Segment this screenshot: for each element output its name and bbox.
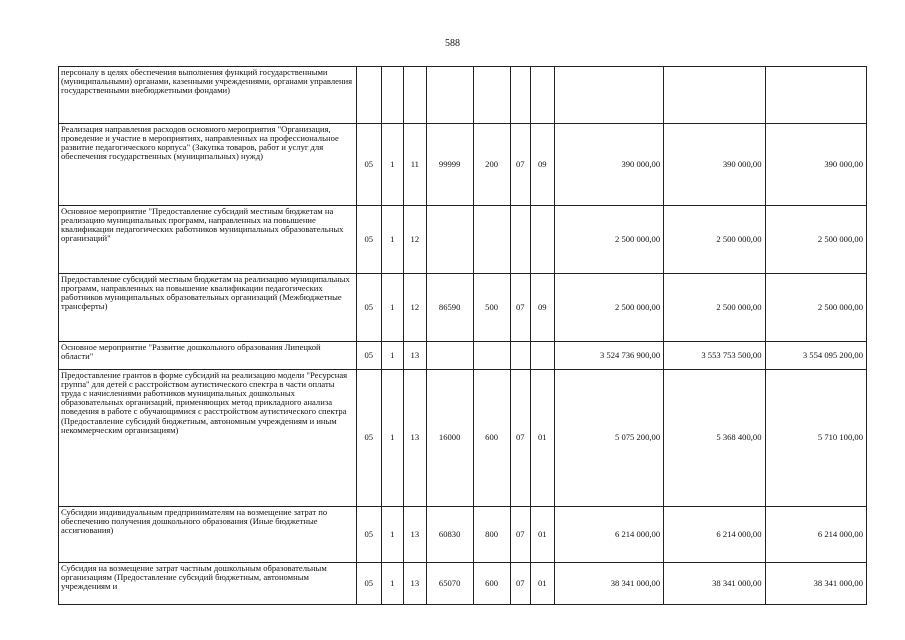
- code-cell: 1: [381, 563, 404, 605]
- code-cell: [531, 206, 555, 274]
- amount-cell: 390 000,00: [664, 124, 765, 206]
- row-description: Субсидия на возмещение затрат частным дошкольным образовательным организациям (Предоставление субсидий бюджетным, автономным учреждениям и: [59, 563, 357, 605]
- code-cell: 05: [357, 563, 382, 605]
- code-cell: [531, 67, 555, 124]
- amount-cell: 38 341 000,00: [554, 563, 664, 605]
- amount-cell: 5 075 200,00: [554, 370, 664, 507]
- code-cell: [510, 206, 530, 274]
- code-cell: 07: [510, 563, 530, 605]
- code-cell: [381, 67, 404, 124]
- code-cell: 1: [381, 507, 404, 563]
- amount-cell: 3 554 095 200,00: [765, 342, 867, 370]
- table-row: [59, 563, 867, 605]
- code-cell: 05: [357, 342, 382, 370]
- code-cell: 13: [404, 563, 427, 605]
- code-cell: 1: [381, 206, 404, 274]
- code-cell: 99999: [426, 124, 473, 206]
- amount-cell: 6 214 000,00: [554, 507, 664, 563]
- row-description: Основное мероприятие "Предоставление субсидий местным бюджетам на реализацию муниципальных программ, направленных на повышение квалификации педагогических работников муниципальных образовательных организаций": [59, 206, 357, 274]
- amount-cell: 38 341 000,00: [664, 563, 765, 605]
- code-cell: 05: [357, 507, 382, 563]
- row-description: персоналу в целях обеспечения выполнения функций государственными (муниципальными) органами, казенными учреждениями, органами управления государственными внебюджетными фондами): [59, 67, 357, 124]
- code-cell: 13: [404, 370, 427, 507]
- code-cell: 01: [531, 563, 555, 605]
- code-cell: 07: [510, 507, 530, 563]
- amount-cell: 6 214 000,00: [664, 507, 765, 563]
- code-cell: 05: [357, 124, 382, 206]
- code-cell: [531, 342, 555, 370]
- code-cell: 05: [357, 274, 382, 342]
- amount-cell: 3 524 736 900,00: [554, 342, 664, 370]
- amount-cell: 390 000,00: [554, 124, 664, 206]
- code-cell: [473, 67, 510, 124]
- code-cell: 01: [531, 370, 555, 507]
- amount-cell: 2 500 000,00: [765, 206, 867, 274]
- code-cell: 1: [381, 124, 404, 206]
- amount-cell: [664, 67, 765, 124]
- amount-cell: 390 000,00: [765, 124, 867, 206]
- code-cell: 07: [510, 274, 530, 342]
- code-cell: 16000: [426, 370, 473, 507]
- code-cell: [473, 206, 510, 274]
- table-row: [59, 206, 867, 274]
- code-cell: 05: [357, 370, 382, 507]
- code-cell: 200: [473, 124, 510, 206]
- amount-cell: 38 341 000,00: [765, 563, 867, 605]
- table-row: [59, 507, 867, 563]
- amount-cell: 2 500 000,00: [664, 206, 765, 274]
- code-cell: 05: [357, 206, 382, 274]
- code-cell: 500: [473, 274, 510, 342]
- amount-cell: 6 214 000,00: [765, 507, 867, 563]
- code-cell: [510, 67, 530, 124]
- table-row: [59, 124, 867, 206]
- row-description: Предоставление грантов в форме субсидий на реализацию модели "Ресурсная группа" для детей с расстройством аутистического спектра в части оплаты труда с начислениями работников муниципальных дошкольных образовательных организаций, применяющих метод прикладного анализа поведения в работе с обучающимися с расстройством аутистического спектра (Предоставление субсидий бюджетным, автономным учреждениям и иным некоммерческим организациям): [59, 370, 357, 507]
- code-cell: 800: [473, 507, 510, 563]
- amount-cell: 2 500 000,00: [554, 206, 664, 274]
- code-cell: [404, 67, 427, 124]
- amount-cell: 2 500 000,00: [664, 274, 765, 342]
- code-cell: 1: [381, 370, 404, 507]
- code-cell: 12: [404, 206, 427, 274]
- table-row: [59, 274, 867, 342]
- row-description: Реализация направления расходов основного мероприятия "Организация, проведение и участие в мероприятиях, направленных на профессиональное развитие педагогического корпуса" (Закупка товаров, работ и услуг для обеспечения государственных (муниципальных) нужд): [59, 124, 357, 206]
- code-cell: 07: [510, 370, 530, 507]
- code-cell: 09: [531, 124, 555, 206]
- code-cell: [426, 206, 473, 274]
- code-cell: 600: [473, 370, 510, 507]
- budget-table: [58, 66, 867, 605]
- code-cell: [426, 67, 473, 124]
- code-cell: 86590: [426, 274, 473, 342]
- code-cell: 07: [510, 124, 530, 206]
- code-cell: 09: [531, 274, 555, 342]
- code-cell: [473, 342, 510, 370]
- code-cell: 60830: [426, 507, 473, 563]
- table-row: [59, 370, 867, 507]
- code-cell: 65070: [426, 563, 473, 605]
- amount-cell: [554, 67, 664, 124]
- amount-cell: 2 500 000,00: [554, 274, 664, 342]
- table-row: [59, 342, 867, 370]
- code-cell: 11: [404, 124, 427, 206]
- page-number: 588: [445, 38, 460, 49]
- amount-cell: 2 500 000,00: [765, 274, 867, 342]
- row-description: Субсидии индивидуальным предпринимателям на возмещение затрат по обеспечению получения дошкольного образования (Иные бюджетные ассигнования): [59, 507, 357, 563]
- code-cell: [426, 342, 473, 370]
- code-cell: 13: [404, 507, 427, 563]
- amount-cell: 5 368 400,00: [664, 370, 765, 507]
- amount-cell: 5 710 100,00: [765, 370, 867, 507]
- code-cell: 1: [381, 274, 404, 342]
- code-cell: 13: [404, 342, 427, 370]
- amount-cell: 3 553 753 500,00: [664, 342, 765, 370]
- code-cell: 01: [531, 507, 555, 563]
- table-row: [59, 67, 867, 124]
- row-description: Предоставление субсидий местным бюджетам на реализацию муниципальных программ, направленных на повышение квалификации педагогических работников муниципальных образовательных организаций (Межбюджетные трансферты): [59, 274, 357, 342]
- code-cell: 1: [381, 342, 404, 370]
- code-cell: [510, 342, 530, 370]
- code-cell: 12: [404, 274, 427, 342]
- row-description: Основное мероприятие "Развитие дошкольного образования Липецкой области": [59, 342, 357, 370]
- amount-cell: [765, 67, 867, 124]
- code-cell: [357, 67, 382, 124]
- code-cell: 600: [473, 563, 510, 605]
